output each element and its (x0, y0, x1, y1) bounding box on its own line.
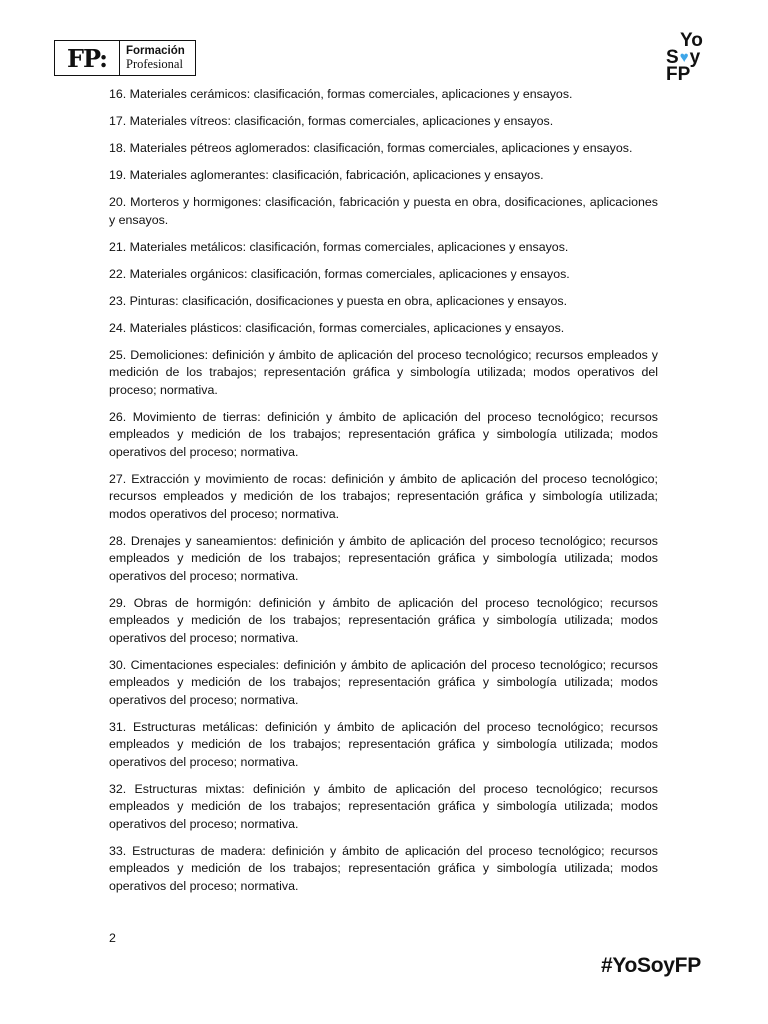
topic-item-32: 32. Estructuras mixtas: definición y ámbito de aplicación del proceso tecnológico; recursos empleados y medición de los trabajos; representación gráfica y simbología utilizada; modos operativos del proceso; normativa. (109, 781, 658, 831)
topic-item-31: 31. Estructuras metálicas: definición y ámbito de aplicación del proceso tecnológico; recursos empleados y medición de los trabajos; representación gráfica y simbología utilizada; modos operativos del proceso; normativa. (109, 719, 658, 769)
topic-item-26: 26. Movimiento de tierras: definición y ámbito de aplicación del proceso tecnológico; recursos empleados y medición de los trabajos; representación gráfica y simbología utilizada; modos operativos del proceso; normativa. (109, 409, 658, 459)
fp-logo-mark: FP: (55, 41, 120, 75)
yosoyfp-logo-s: S (666, 47, 679, 68)
topic-item-17: 17. Materiales vítreos: clasificación, formas comerciales, aplicaciones y ensayos. (109, 114, 554, 128)
topic-item-20: 20. Morteros y hormigones: clasificación, fabricación y puesta en obra, dosificaciones, aplicaciones y ensayos. (109, 195, 658, 227)
yosoyfp-logo-y: y (689, 47, 701, 68)
topic-item-23: 23. Pinturas: clasificación, dosificaciones y puesta en obra, aplicaciones y ensayos. (109, 293, 568, 308)
topic-item-33: 33. Estructuras de madera: definición y ámbito de aplicación del proceso tecnológico; recursos empleados y medición de los trabajos; representación gráfica y simbología utilizada; modos operativos del proceso; normativa. (109, 843, 658, 893)
fp-logo-line1: Formación (126, 45, 185, 57)
topic-item-21: 21. Materiales metálicos: clasificación, formas comerciales, aplicaciones y ensayos. (109, 239, 569, 254)
topic-item-27: 27. Extracción y movimiento de rocas: definición y ámbito de aplicación del proceso tecnológico; recursos empleados y medición de los trabajos; representación gráfica y simbología utilizada; modos operativos del proceso; normativa. (109, 471, 658, 521)
topic-list (109, 86, 658, 905)
fp-logo-text (120, 41, 195, 75)
heart-icon: ♥ (679, 49, 689, 66)
yosoyfp-logo-row1: Yo (680, 30, 703, 51)
page-number: 2 (109, 931, 116, 945)
yosoyfp-logo (664, 32, 716, 88)
fp-logo-line2: Profesional (126, 57, 183, 71)
topic-item-30: 30. Cimentaciones especiales: definición y ámbito de aplicación del proceso tecnológico; recursos empleados y medición de los trabajos; representación gráfica y simbología utilizada; modos operativos del proceso; normativa. (109, 657, 658, 707)
topic-item-24: 24. Materiales plásticos: clasificación, formas comerciales, aplicaciones y ensayos. (109, 320, 565, 335)
topic-item-18: 18. Materiales pétreos aglomerados: clasificación, formas comerciales, aplicaciones y ensayos. (109, 141, 633, 155)
topic-item-29: 29. Obras de hormigón: definición y ámbito de aplicación del proceso tecnológico; recursos empleados y medición de los trabajos; representación gráfica y simbología utilizada; modos operativos del proceso; normativa. (109, 595, 658, 645)
topic-item-25: 25. Demoliciones: definición y ámbito de aplicación del proceso tecnológico; recursos empleados y medición de los trabajos; representación gráfica y simbología utilizada; modos operativos del proceso; normativa. (109, 347, 658, 397)
topic-item-22: 22. Materiales orgánicos: clasificación, formas comerciales, aplicaciones y ensayos. (109, 266, 570, 281)
topic-item-28: 28. Drenajes y saneamientos: definición y ámbito de aplicación del proceso tecnológico; recursos empleados y medición de los trabajos; representación gráfica y simbología utilizada; modos operativos del proceso; normativa. (109, 533, 658, 583)
yosoyfp-hashtag: #YoSoyFP (601, 954, 701, 977)
topic-item-19: 19. Materiales aglomerantes: clasificación, fabricación, aplicaciones y ensayos. (109, 168, 544, 182)
yosoyfp-logo-row3: FP (666, 64, 691, 85)
fp-formacion-profesional-logo (54, 40, 196, 76)
topic-item-16: 16. Materiales cerámicos: clasificación, formas comerciales, aplicaciones y ensayos. (109, 87, 573, 101)
